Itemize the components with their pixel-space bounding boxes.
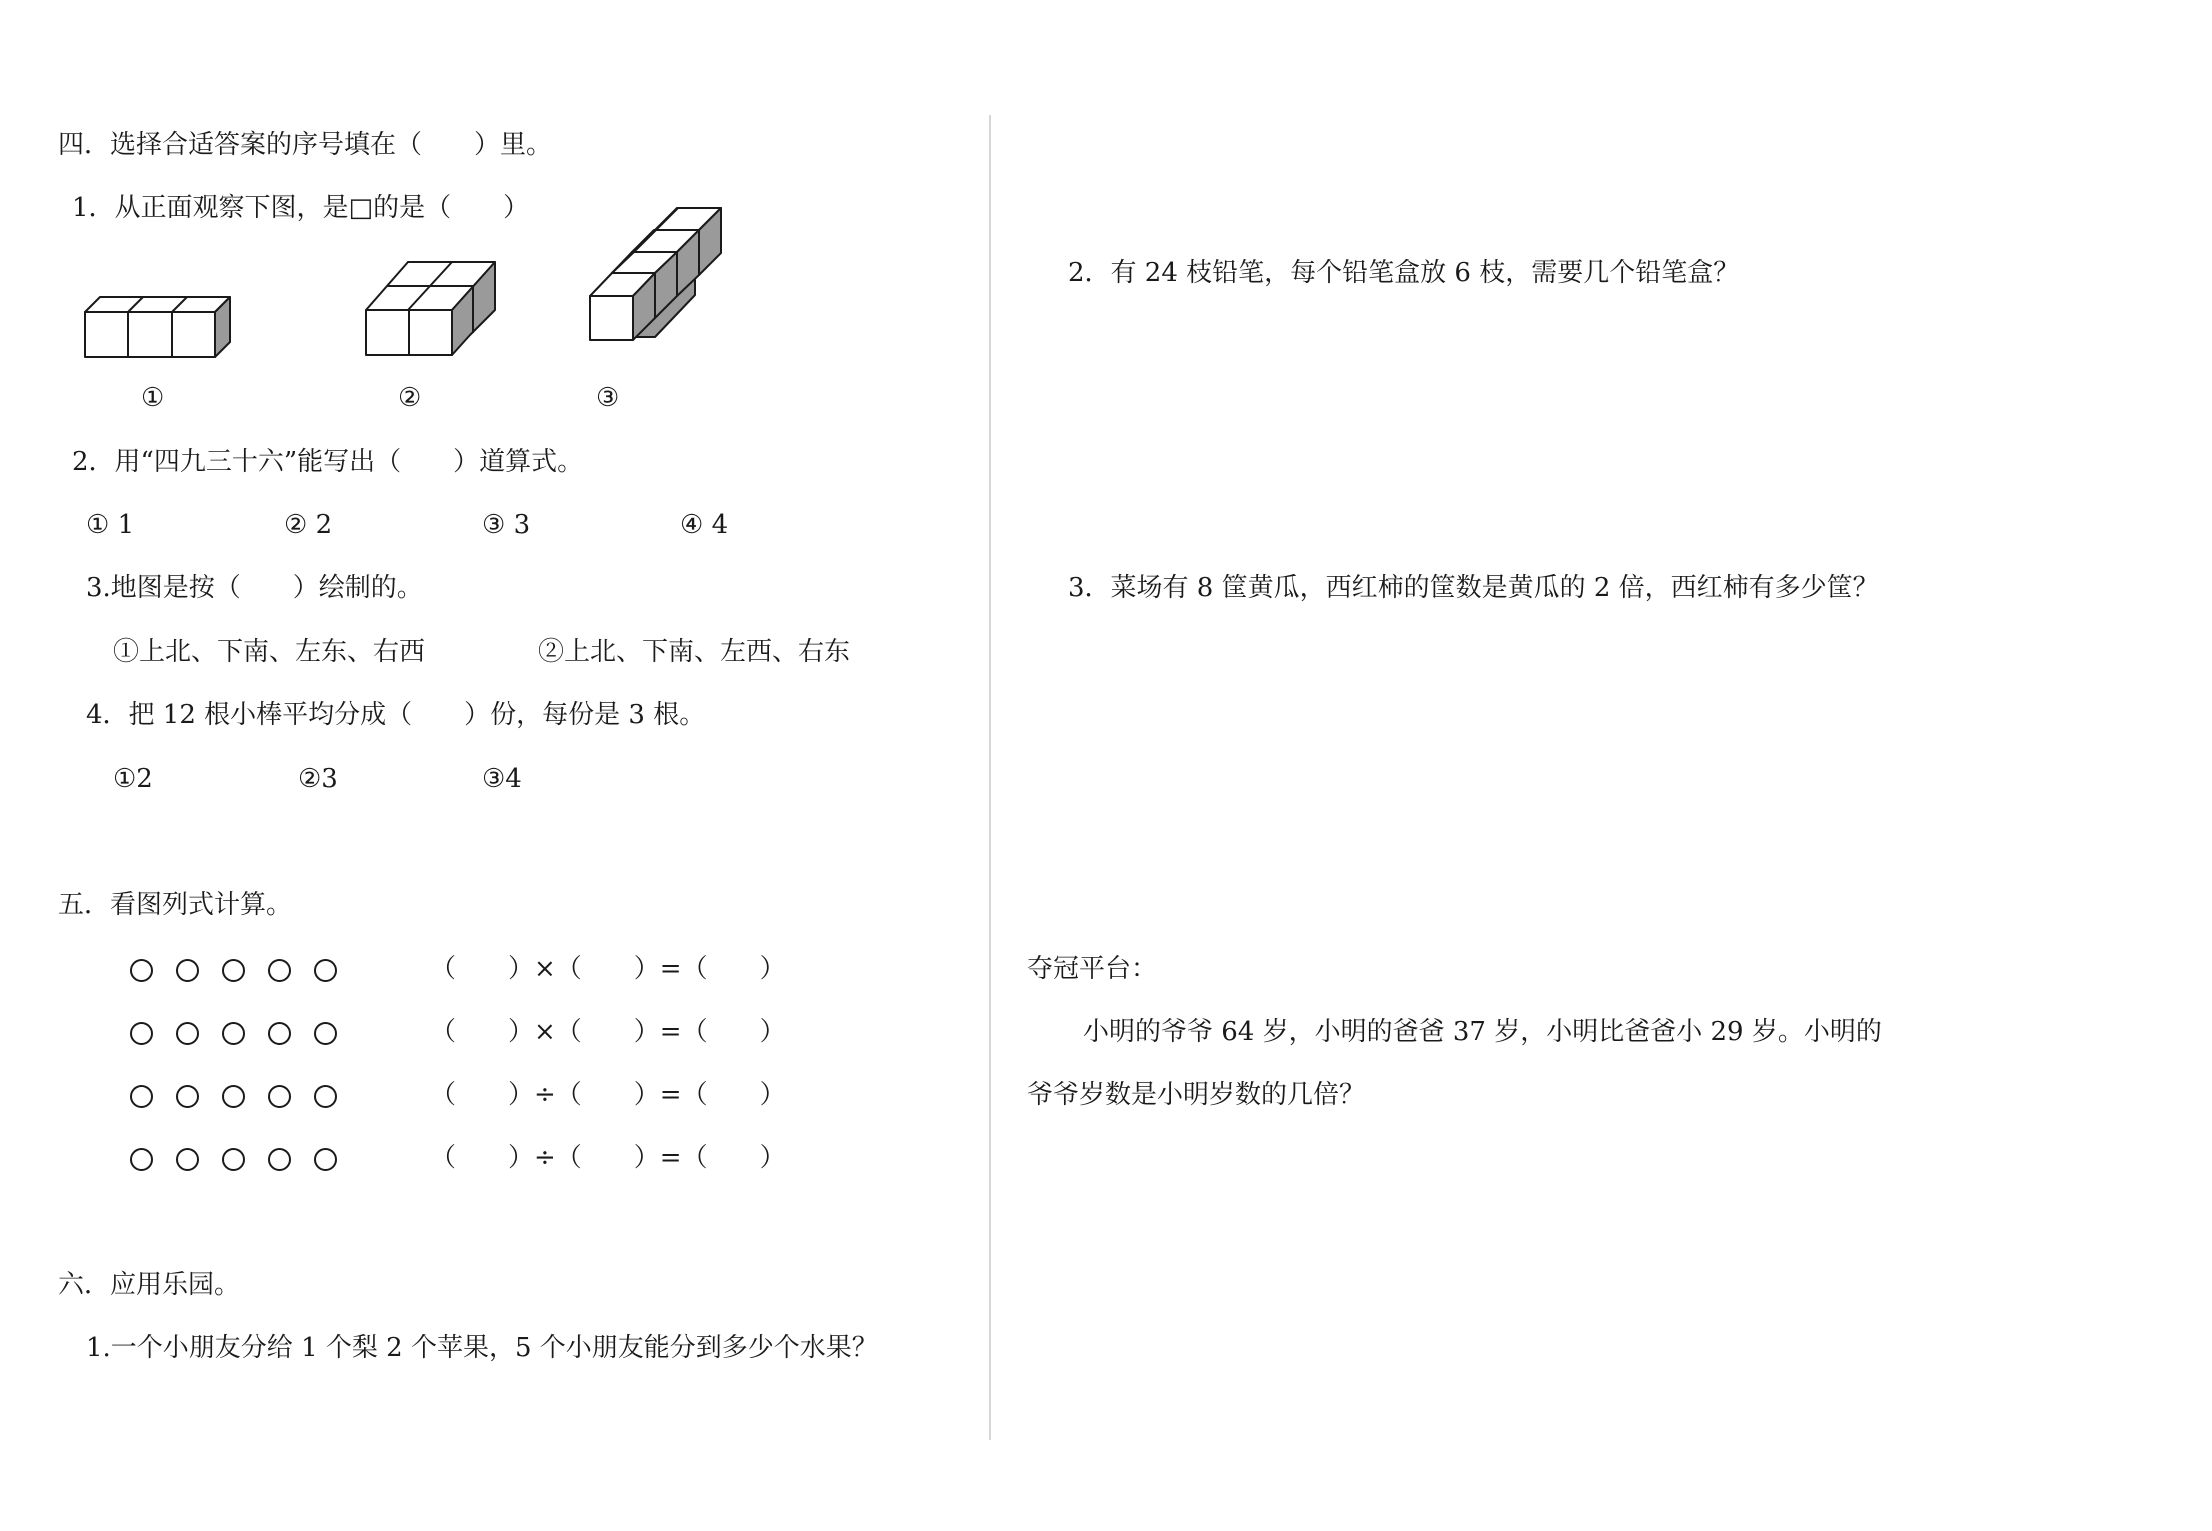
circle (176, 1085, 199, 1108)
circle-row-3 (130, 1078, 360, 1112)
circle (176, 1022, 199, 1045)
section-4-title: 四．选择合适答案的序号填在（ ）里。 (58, 130, 553, 160)
bonus-title: 夺冠平台： (1027, 954, 1158, 984)
circle (314, 1022, 337, 1045)
circle (268, 1148, 291, 1171)
figure-2 (366, 262, 495, 355)
circle (268, 1085, 291, 1108)
q4-option-3: ③4 (482, 764, 522, 794)
figure-label-3: ③ (596, 383, 620, 413)
circle (314, 1148, 337, 1171)
right-question-2: 2．有 24 枝铅笔，每个铅笔盒放 6 枝，需要几个铅笔盒？ (1068, 258, 1740, 288)
q3-option-1: ①上北、下南、左东、右西 (113, 637, 426, 667)
section-6-question-1: 1.一个小朋友分给 1 个梨 2 个苹果，5 个小朋友能分到多少个水果？ (86, 1333, 878, 1363)
circle (130, 1022, 153, 1045)
question-1-text: 1．从正面观察下图，是 (72, 193, 349, 223)
q2-option-1: ① 1 (86, 510, 135, 540)
circle (314, 959, 337, 982)
answer-box: □ (348, 193, 374, 223)
equation-row-1: （ ）×（ ）=（ ） (430, 954, 786, 984)
question-3: 3.地图是按（ ）绘制的。 (86, 573, 423, 603)
bonus-line-2: 爷爷岁数是小明岁数的几倍？ (1027, 1080, 1366, 1110)
q4-option-2: ②3 (298, 764, 338, 794)
q2-option-2: ② 2 (284, 510, 333, 540)
circle (130, 959, 153, 982)
figure-label-2: ② (398, 383, 422, 413)
equation-row-3: （ ）÷（ ）=（ ） (430, 1080, 786, 1110)
bonus-line-1: 小明的爷爷 64 岁，小明的爸爸 37 岁，小明比爸爸小 29 岁。小明的 (1083, 1017, 1882, 1047)
circle-row-1 (130, 952, 360, 986)
q2-option-3: ③ 3 (482, 510, 531, 540)
circle (268, 1022, 291, 1045)
section-6-title: 六．应用乐园。 (58, 1270, 241, 1300)
circle-row-2 (130, 1015, 360, 1049)
question-1-end: 的是（ ） (373, 193, 530, 223)
circle (222, 959, 245, 982)
question-2: 2．用“四九三十六”能写出（ ）道算式。 (72, 447, 584, 477)
question-4: 4．把 12 根小棒平均分成（ ）份，每份是 3 根。 (86, 700, 706, 730)
q3-option-2: ②上北、下南、左西、右东 (538, 637, 851, 667)
circle (130, 1148, 153, 1171)
circle (314, 1085, 337, 1108)
circle-row-4 (130, 1141, 360, 1175)
equation-row-2: （ ）×（ ）=（ ） (430, 1017, 786, 1047)
figure-3 (590, 208, 721, 340)
q4-option-1: ①2 (113, 764, 153, 794)
equation-row-4: （ ）÷（ ）=（ ） (430, 1143, 786, 1173)
figure-1 (85, 297, 230, 357)
circle (176, 1148, 199, 1171)
figure-label-1: ① (141, 383, 165, 413)
circle (130, 1085, 153, 1108)
circle (222, 1022, 245, 1045)
circle (268, 959, 291, 982)
q2-option-4: ④ 4 (680, 510, 729, 540)
circle (176, 959, 199, 982)
section-5-title: 五．看图列式计算。 (58, 890, 293, 920)
circle (222, 1085, 245, 1108)
right-question-3: 3．菜场有 8 筐黄瓜，西红柿的筐数是黄瓜的 2 倍，西红柿有多少筐？ (1068, 573, 1879, 603)
circle (222, 1148, 245, 1171)
